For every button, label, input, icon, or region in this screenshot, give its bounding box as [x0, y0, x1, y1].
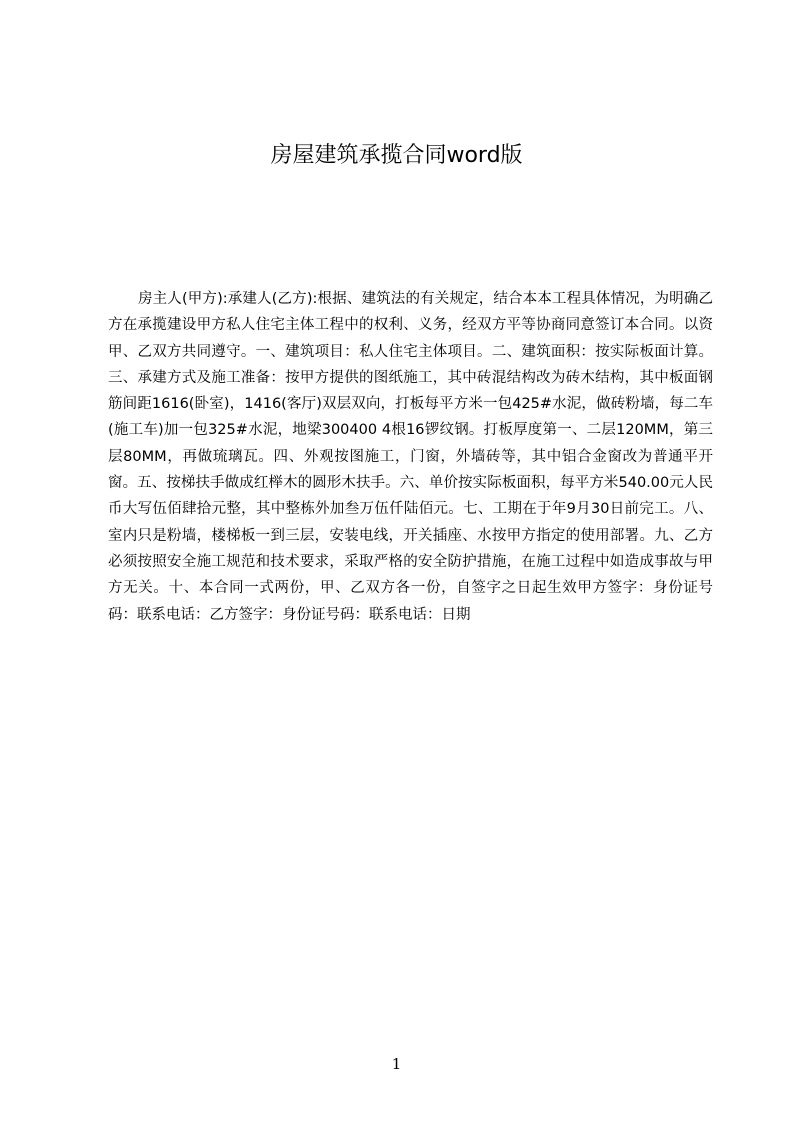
document-title: 房屋建筑承揽合同word版 — [270, 143, 523, 168]
contract-body-text: 房主人(甲方):承建人(乙方):根据、建筑法的有关规定，结合本本工程具体情况，为明确乙方在承揽建设甲方私人住宅主体工程中的权利、义务，经双方平等协商同意签订本合同。以资甲、乙双方共同遵守。一、建筑项目：私人住宅主体项目。二、建筑面积：按实际板面计算。三、承建方式及施工准备：按甲方提供的图纸施工，其中砖混结构改为砖木结构，其中板面钢筋间距1616(卧室)，1416(客厅)双层双向，打板每平方米一包425#水泥，做砖粉墙，每二车(施工车)加一包325#水泥，地梁300400 4根16锣纹钢。打板厚度第一、二层120MM，第三层80MM，再做琉璃瓦。四、外观按图施工，门窗，外墙砖等，其中铝合金窗改为普通平开窗。五、按梯扶手做成红榉木的圆形木扶手。六、单价按实际板面积，每平方米540.00元人民币大写伍佰肆拾元整，其中整栋外加叁万伍仟陆佰元。七、工期在于年9月30日前完工。八、室内只是粉墙，楼梯板一到三层，安装电线，开关插座、水按甲方指定的使用部署。九、乙方必须按照安全施工规范和技术要求，采取严格的安全防护措施，在施工过程中如造成事故与甲方无关。十、本合同一式两份，甲、乙双方各一份，自签字之日起生效甲方签字：身份证号码：联系电话：乙方签字：身份证号码：联系电话：日期 — [108, 291, 713, 623]
page-number: 1 — [391, 1055, 402, 1073]
